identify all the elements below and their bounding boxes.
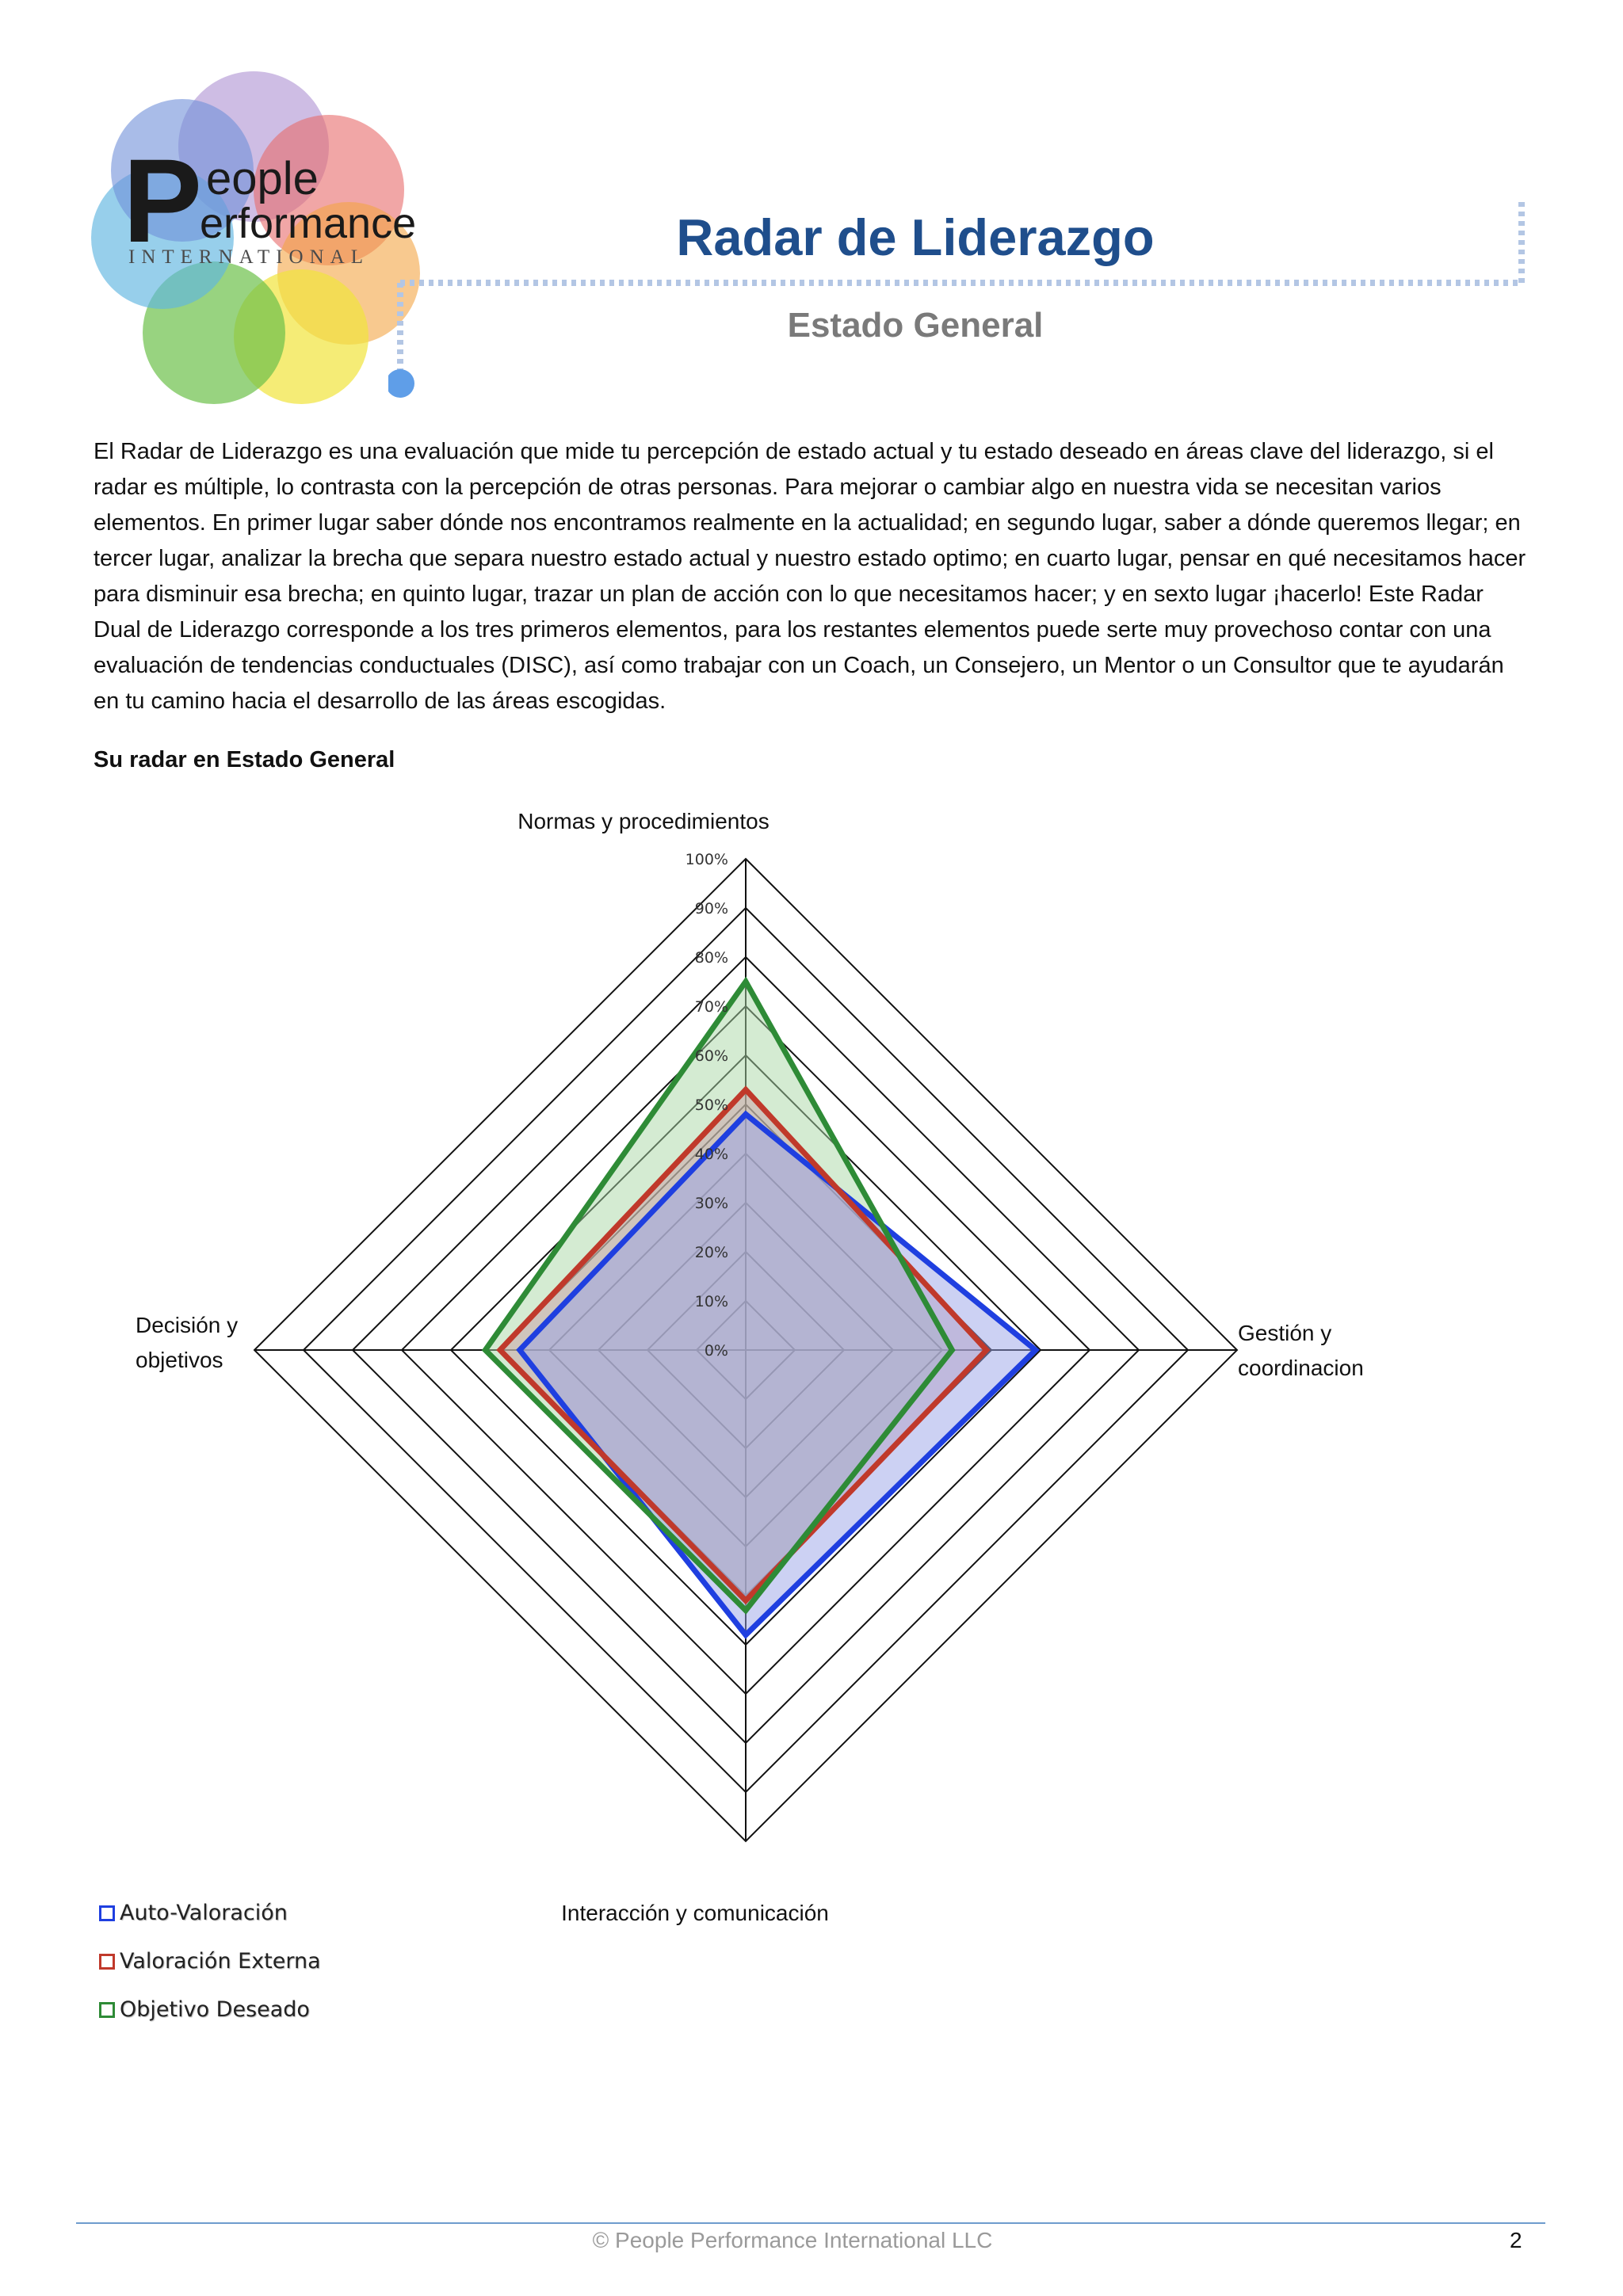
tick-label: 50% [694,1097,728,1114]
page-number: 2 [1510,2228,1522,2252]
legend-item [99,1889,321,1937]
tick-label: 10% [694,1293,728,1310]
legend-label: Objetivo Deseado [120,1997,310,2022]
svg-text:eople: eople [206,153,319,204]
intro-paragraph: El Radar de Liderazgo es una evaluación que mide tu percepción de estado actual y tu estado deseado en áreas clave del liderazgo, si el radar es múltiple, lo contrasta con la percepción de otras personas. Para mejorar o cambiar algo en nuestra vida se necesitan varios elementos. En primer lugar saber dónde nos encontramos realmente en la actualidad; en segundo lugar, saber a dónde queremos llegar; en tercer lugar, analizar la brecha que separa nuestro estado actual y nuestro estado optimo; en cuarto lugar, pensar en qué necesitamos hacer para disminuir esa brecha; en quinto lugar, trazar un plan de acción con lo que necesitamos hacer; y en sexto lugar ¡hacerlo! Este Radar Dual de Liderazgo corresponde a los tres primeros elementos, para los restantes elementos puede serte muy provechoso contar con una evaluación de tendencias conductuales (DISC), así como trabajar con un Coach, un Consejero, un Mentor o un Consultor que te ayudarán en tu camino hacia el desarrollo de las áreas escogidas. [94,439,1526,714]
axis-label: objetivos [136,1348,223,1372]
page-subtitle: Estado General [787,306,1044,345]
tick-label: 90% [694,900,728,917]
tick-label: 100% [685,851,728,868]
axis-label: Interacción y comunicación [561,1901,829,1925]
radar-chart [0,792,1623,2044]
tick-label: 70% [694,998,728,1016]
axis-label: Gestión y [1238,1321,1332,1345]
tick-label: 30% [694,1195,728,1212]
tick-label: 80% [694,949,728,967]
axis-label: Normas y procedimientos [517,809,769,833]
legend-swatch [99,2002,115,2018]
legend-swatch [99,1905,115,1921]
legend-label: Valoración Externa [120,1949,321,1974]
legend-item [99,1937,321,1985]
svg-text:erformance: erformance [200,200,417,247]
chart-legend [99,1889,321,2034]
tick-label: 0% [704,1342,728,1360]
tick-label: 60% [694,1047,728,1065]
tick-label: 20% [694,1244,728,1261]
svg-text:P: P [123,134,203,267]
tick-label: 40% [694,1146,728,1163]
people-performance-logo [87,71,420,404]
svg-text:INTERNATIONAL: INTERNATIONAL [128,246,369,268]
axis-label: Decisión y [136,1313,239,1337]
axis-label: coordinacion [1238,1356,1364,1380]
section-heading: Su radar en Estado General [94,747,395,772]
legend-item [99,1985,321,2034]
legend-label: Auto-Valoración [120,1901,288,1925]
page-title: Radar de Liderazgo [676,208,1155,266]
legend-swatch [99,1954,115,1970]
footer-divider [76,2222,1545,2224]
footer-copyright: © People Performance International LLC [592,2228,993,2252]
